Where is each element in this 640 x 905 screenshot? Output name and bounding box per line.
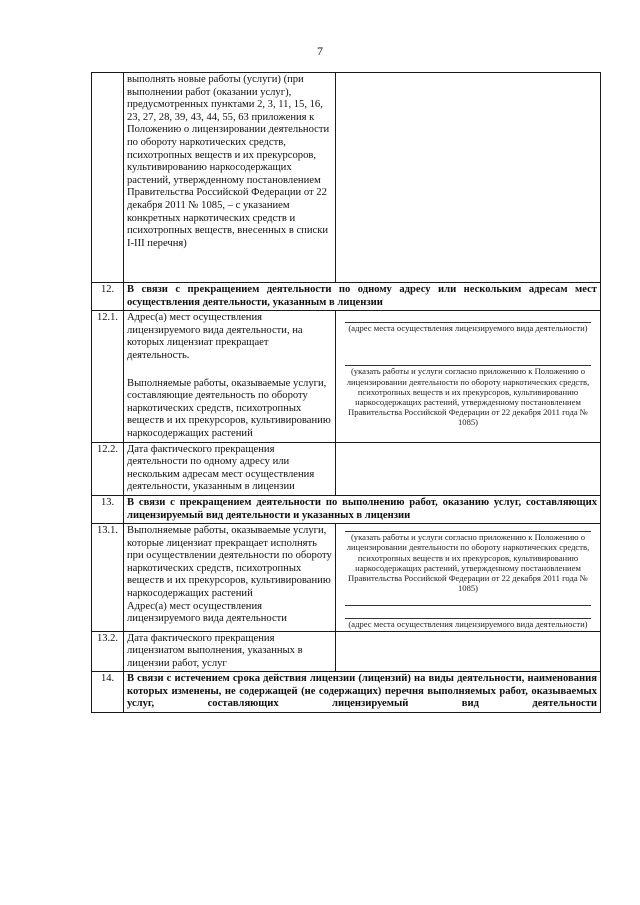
section-number: 12.: [92, 283, 124, 311]
table-row: [92, 524, 601, 631]
table-row: [92, 631, 601, 672]
field-label: [124, 524, 336, 631]
section-title: В связи с истечением срока действия лицензии (лицензий) на виды деятельности, наименования которых изменены, не содержащей (не содержащих) перечня выполняемых работ, оказываемых услуг, составляющих лицензируемый вид деятельности: [124, 672, 601, 713]
address-placeholder: (адрес места осуществления лицензируемого вида деятельности): [348, 619, 588, 630]
section-number: 13.: [92, 495, 124, 523]
works-label: Выполняемые работы, оказываемые услуги, которые лицензиат прекращает исполнять при осуществлении деятельности по обороту наркотических средств, психотропных веществ и их прекурсоров, культивированию наркосодержащих растений: [127, 525, 332, 600]
field-label: Дата фактического прекращения лицензиатом выполнения, указанных в лицензии работ, услуг: [124, 631, 336, 672]
address-label: Адрес(а) мест осуществления лицензируемого вида деятельности: [127, 600, 287, 625]
field-value[interactable]: [336, 524, 601, 631]
table-row: [92, 442, 601, 495]
license-form-table: [91, 72, 601, 713]
date-value-cell[interactable]: [336, 442, 601, 495]
section-title: В связи с прекращением деятельности по одному адресу или нескольким адресам мест осуществления деятельности, указанным в лицензии: [124, 283, 601, 311]
address-placeholder: (адрес места осуществления лицензируемого вида деятельности): [348, 323, 588, 334]
date-value-cell[interactable]: [336, 631, 601, 672]
section-header-row: [92, 672, 601, 713]
continuation-text: выполнять новые работы (услуги) (при выполнении работ (оказании услуг), предусмотренных пунктами 2, 3, 11, 15, 16, 23, 27, 28, 39, 43, 44, 55, 63 приложения к Положению о лицензировании деятельности по обороту наркотических средств, психотропных веществ и их прекурсоров, культивированию наркосодержащих растений, утвержденному постановлением Правительства Российской Федерации от 22 декабря 2011 № 1085, – с указанием конкретных наркотических средств и психотропных веществ, внесенных в списки I-III перечня): [124, 73, 336, 283]
row-number: 13.1.: [92, 524, 124, 631]
row-number: 13.2.: [92, 631, 124, 672]
field-value[interactable]: [336, 311, 601, 442]
works-placeholder: (указать работы и услуги согласно приложению к Положению о лицензировании деятельности по обороту наркотических средств, психотропных веществ и их прекурсоров, культивированию наркосодержащих растений, утвержденному постановлением Правительства Российской Федерации от 22 декабря 2011 года № 1085): [346, 366, 590, 428]
section-title: В связи с прекращением деятельности по выполнению работ, оказанию услуг, составляющих лицензируемый вид деятельности и указанных в лицензии: [124, 495, 601, 523]
row-number: 12.2.: [92, 442, 124, 495]
works-label: Выполняемые работы, оказываемые услуги, составляющие деятельность по обороту наркотических средств, психотропных веществ и их прекурсоров, культивированию наркосодержащих растений: [127, 377, 331, 439]
address-label: Адрес(а) мест осуществления лицензируемого вида деятельности, на которых лицензиат прекращает деятельность.: [127, 312, 303, 361]
works-placeholder: (указать работы и услуги согласно приложению к Положению о лицензировании деятельности по обороту наркотических средств, психотропных веществ и их прекурсоров, культивированию наркосодержащих растений, утвержденному постановлением Правительства Российской Федерации от 22 декабря 2011 года № 1085): [346, 532, 590, 594]
page-number: 7: [317, 44, 323, 58]
value-cell[interactable]: [336, 73, 601, 283]
section-number: 14.: [92, 672, 124, 713]
section-header-row: [92, 495, 601, 523]
table-row: [92, 311, 601, 442]
field-label: [124, 311, 336, 442]
row-number-cell: [92, 73, 124, 283]
row-number: 12.1.: [92, 311, 124, 442]
section-header-row: [92, 283, 601, 311]
table-row: [92, 73, 601, 283]
field-label: Дата фактического прекращения деятельности по одному адресу или нескольким адресам мест осуществления деятельности, указанным в лицензии: [124, 442, 336, 495]
